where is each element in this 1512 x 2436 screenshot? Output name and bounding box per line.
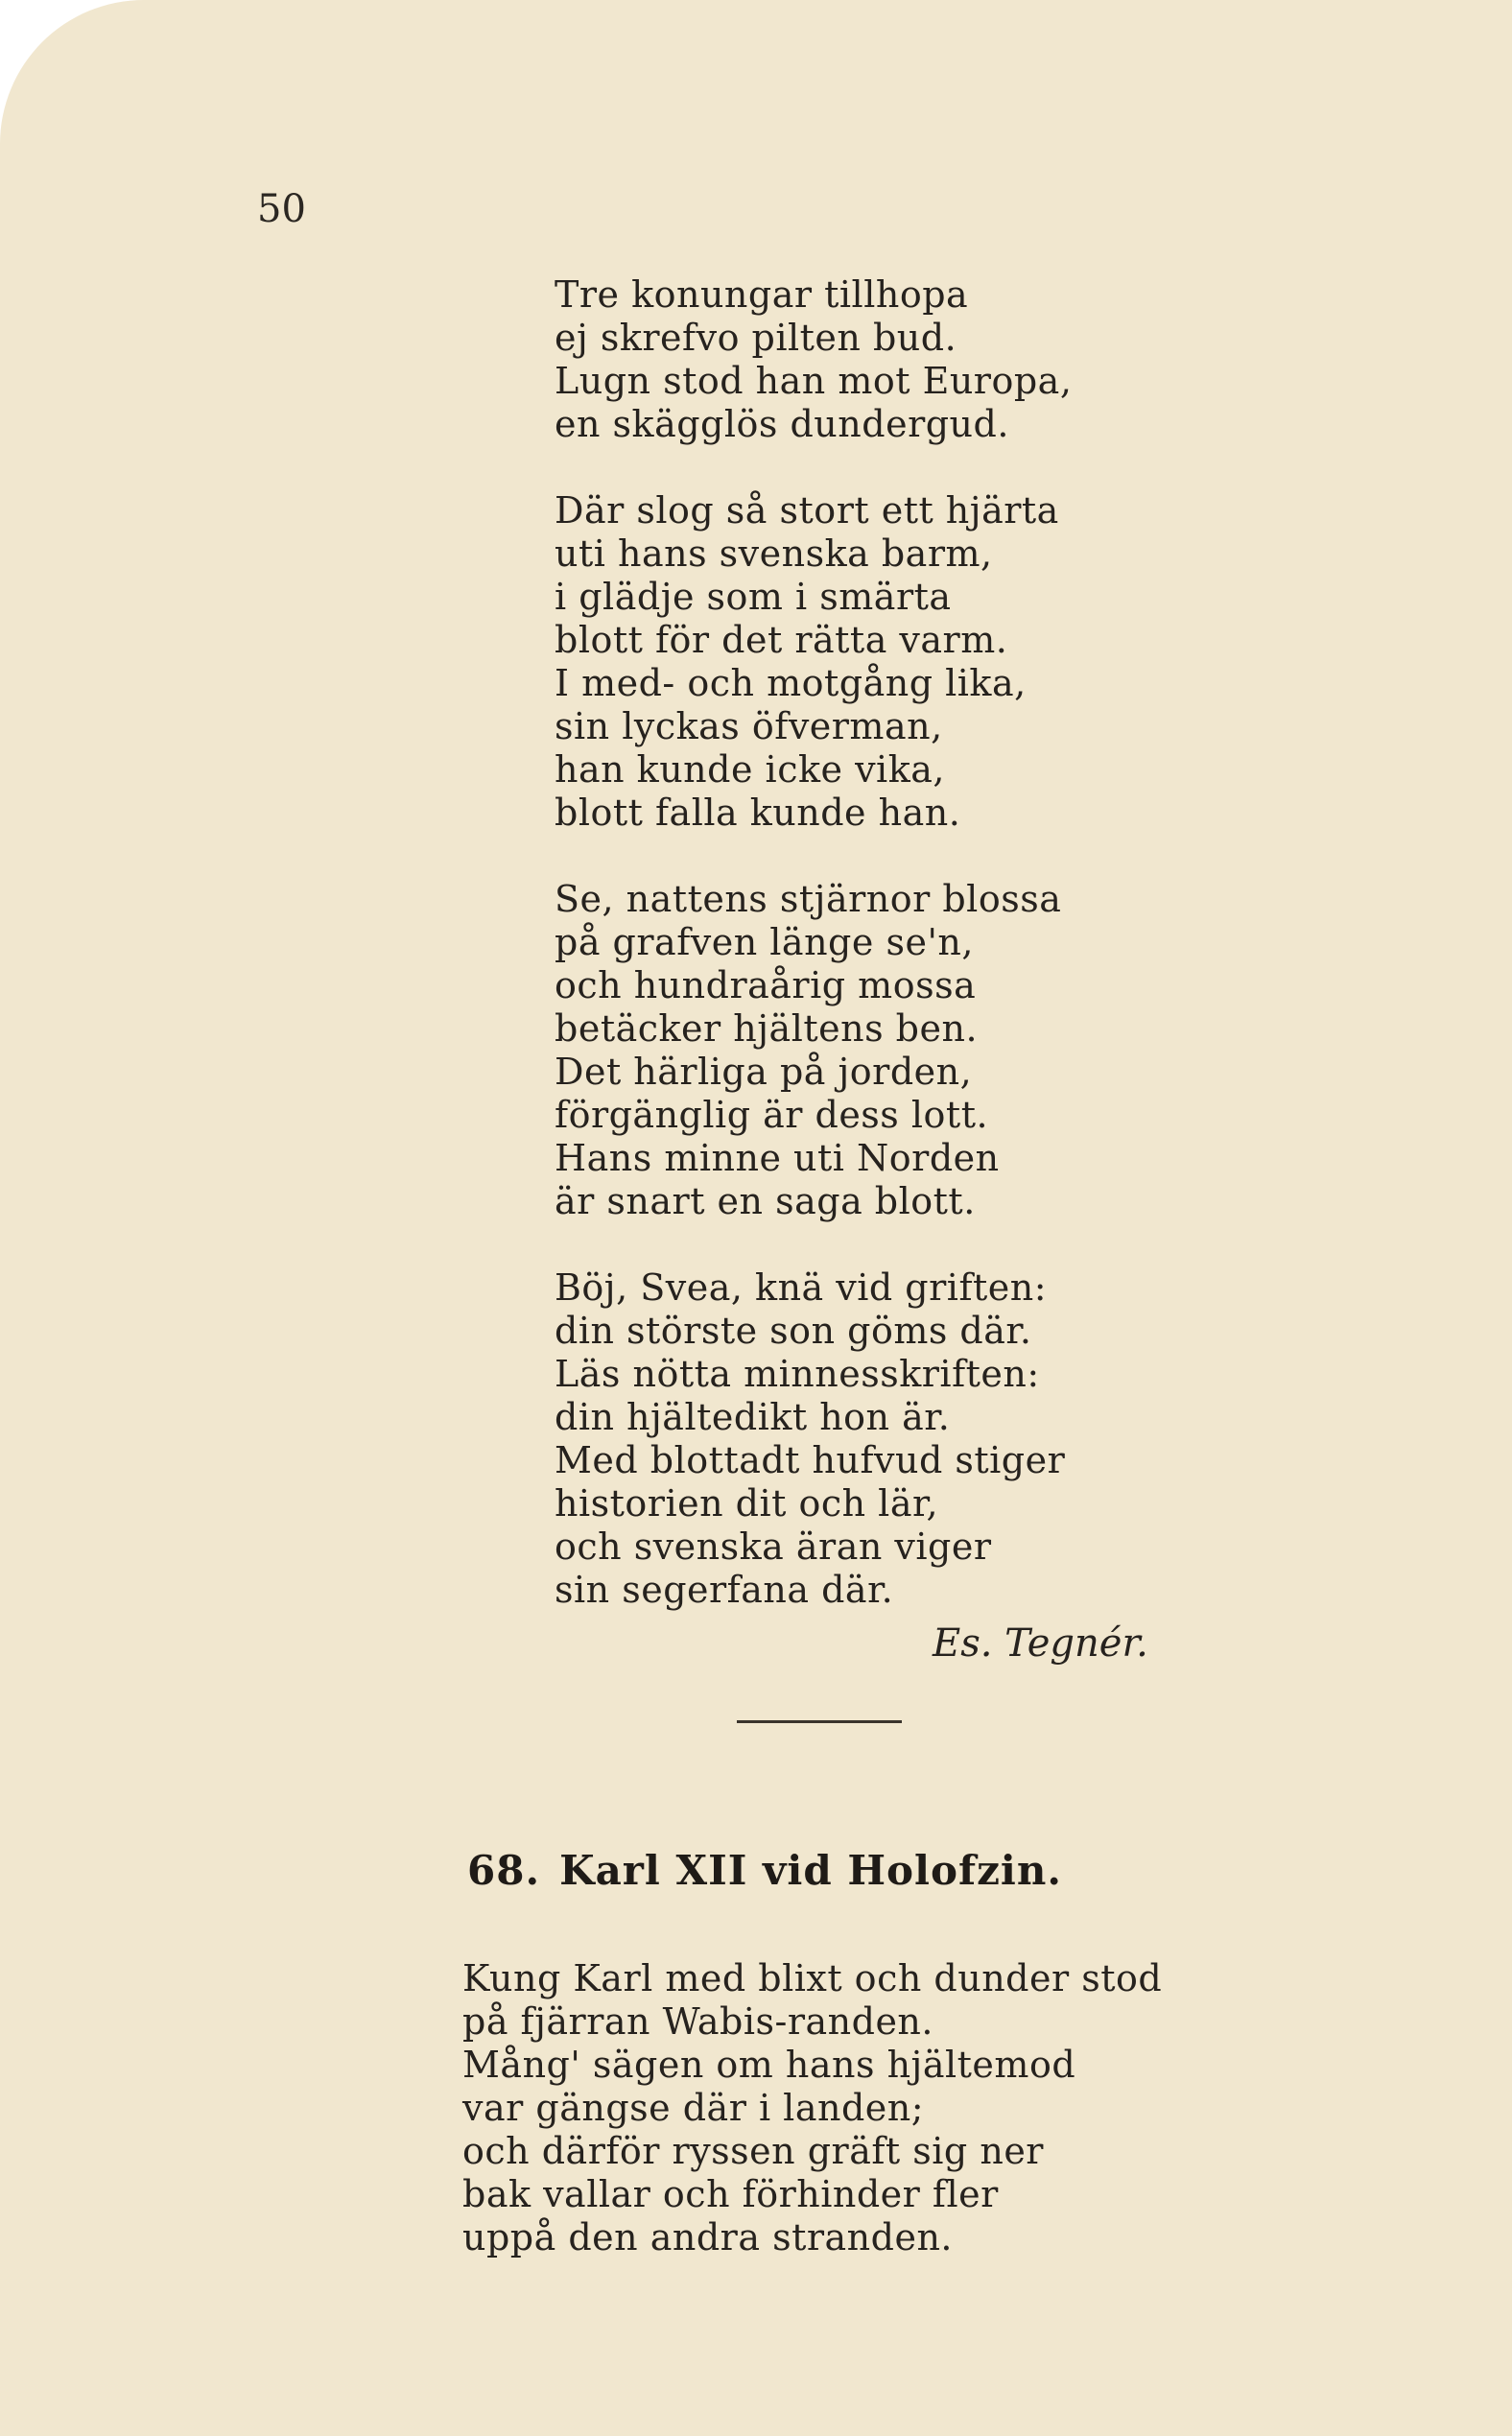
poem-heading: [467, 1847, 1062, 1894]
verse-line: är snart en saga blott.: [555, 1180, 976, 1222]
verse-line: Mång' sägen om hans hjältemod: [462, 2044, 1076, 2086]
verse-line: betäcker hjältens ben.: [555, 1007, 979, 1050]
verse-line: sin lyckas öfverman,: [555, 705, 943, 747]
poem-title: Karl XII vid Holofzin.: [559, 1847, 1063, 1894]
verse-line: uppå den andra stranden.: [462, 2216, 954, 2259]
section-divider: [737, 1720, 902, 1723]
stanza: [555, 878, 1072, 1223]
stanza: [555, 273, 1072, 446]
author-signature: Es. Tegnér.: [933, 1621, 1148, 1666]
verse-line: din störste son göms där.: [555, 1310, 1032, 1352]
page-number: 50: [257, 187, 306, 231]
verse-line: blott falla kunde han.: [555, 792, 961, 834]
verse-line: Tre konungar tillhopa: [555, 273, 969, 316]
verse-line: sin segerfana där.: [555, 1569, 894, 1611]
stanza: [555, 1266, 1072, 1612]
poem-tegner: [555, 273, 1072, 1655]
verse-line: var gängse där i landen;: [462, 2087, 925, 2129]
verse-line: på fjärran Wabis-randen.: [462, 2000, 933, 2043]
verse-line: bak vallar och förhinder fler: [462, 2173, 999, 2215]
verse-line: och därför ryssen gräft sig ner: [462, 2130, 1044, 2172]
poem-karl-xii: [462, 1957, 1162, 2259]
verse-line: och svenska äran viger: [555, 1525, 992, 1568]
verse-line: I med- och motgång lika,: [555, 662, 1027, 704]
verse-line: historien dit och lär,: [555, 1482, 939, 1525]
verse-line: Böj, Svea, knä vid griften:: [555, 1266, 1048, 1309]
verse-line: han kunde icke vika,: [555, 748, 945, 791]
verse-line: på grafven länge se'n,: [555, 921, 974, 963]
verse-line: ej skrefvo pilten bud.: [555, 317, 957, 359]
verse-line: Med blottadt hufvud stiger: [555, 1439, 1066, 1481]
poem-number: 68.: [467, 1847, 541, 1894]
verse-line: Där slog så stort ett hjärta: [555, 489, 1059, 532]
verse-line: Lugn stod han mot Europa,: [555, 360, 1073, 402]
verse-line: Det härliga på jorden,: [555, 1051, 973, 1093]
stanza: [555, 489, 1072, 835]
verse-line: Se, nattens stjärnor blossa: [555, 878, 1062, 920]
verse-line: Kung Karl med blixt och dunder stod: [462, 1957, 1163, 1999]
verse-line: Hans minne uti Norden: [555, 1137, 1000, 1179]
verse-line: i glädje som i smärta: [555, 576, 952, 618]
verse-line: blott för det rätta varm.: [555, 619, 1008, 661]
verse-line: förgänglig är dess lott.: [555, 1094, 989, 1136]
verse-line: uti hans svenska barm,: [555, 532, 993, 575]
verse-line: och hundraårig mossa: [555, 964, 977, 1006]
verse-line: Läs nötta minnesskriften:: [555, 1353, 1040, 1395]
verse-line: en skägglös dundergud.: [555, 403, 1009, 445]
verse-line: din hjältedikt hon är.: [555, 1396, 951, 1438]
